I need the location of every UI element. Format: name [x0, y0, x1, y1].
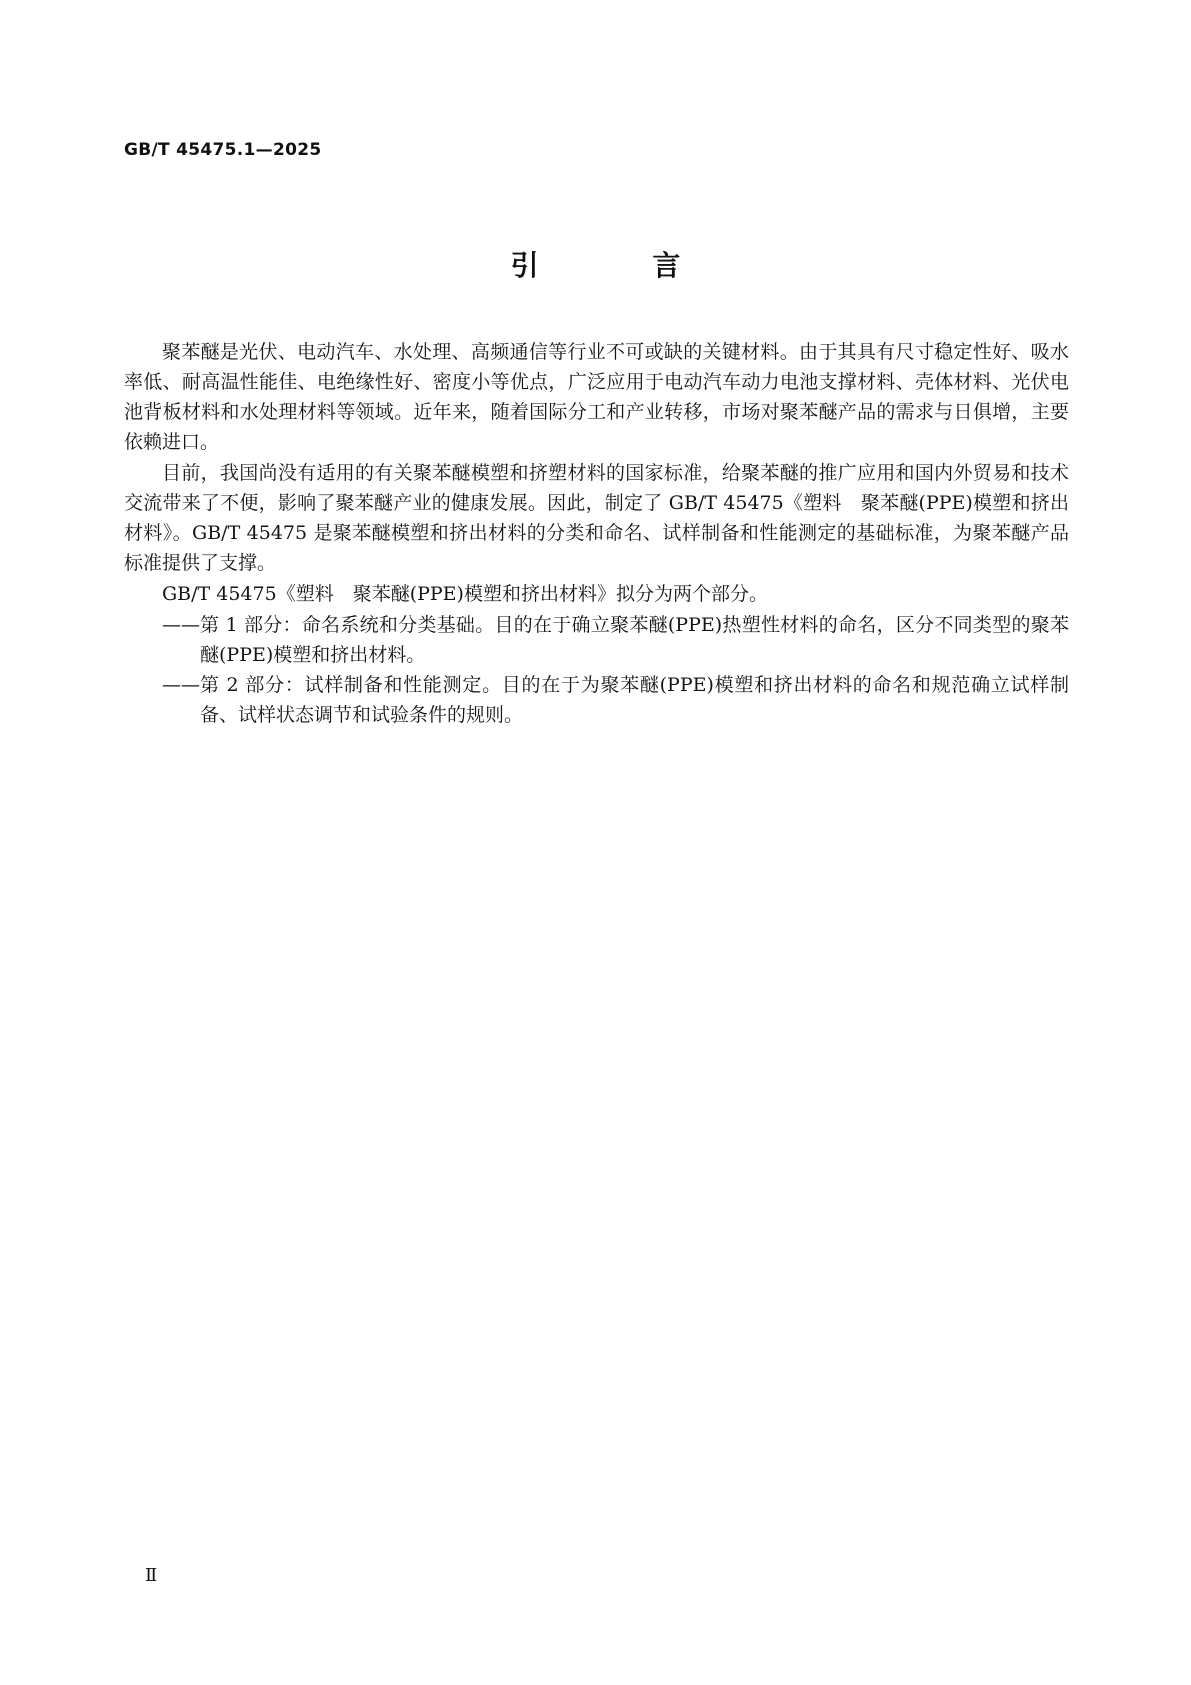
introduction-body: [124, 337, 1069, 730]
page-number: Ⅱ: [145, 1565, 158, 1586]
list-dash: ——: [162, 614, 200, 636]
list-item-text: 第 2 部分：试样制备和性能测定。目的在于为聚苯醚(PPE)模塑和挤出材料的命名和规范确立试样制备、试样状态调节和试验条件的规则。: [200, 674, 1069, 726]
paragraph: 聚苯醚是光伏、电动汽车、水处理、高频通信等行业不可或缺的关键材料。由于其具有尺寸稳定性好、吸水率低、耐高温性能佳、电绝缘性好、密度小等优点，广泛应用于电动汽车动力电池支撑材料、壳体材料、光伏电池背板材料和水处理材料等领域。近年来，随着国际分工和产业转移，市场对聚苯醚产品的需求与日俱增，主要依赖进口。: [124, 341, 1069, 453]
standard-code: GB/T 45475.1—2025: [124, 140, 322, 160]
list-item: [124, 610, 1069, 670]
paragraph: 目前，我国尚没有适用的有关聚苯醚模塑和挤塑材料的国家标准，给聚苯醚的推广应用和国内外贸易和技术交流带来了不便，影响了聚苯醚产业的健康发展。因此，制定了 GB/T 45475《塑料 聚苯醚(PPE)模塑和挤出材料》。GB/T 45475 是聚苯醚模塑和挤出材料的分类和命名、试样制备和性能测定的基础标准，为聚苯醚产品标准提供了支撑。: [124, 462, 1069, 574]
list-item: [124, 670, 1069, 730]
section-title: 引 言: [510, 249, 733, 282]
paragraph: GB/T 45475《塑料 聚苯醚(PPE)模塑和挤出材料》拟分为两个部分。: [162, 583, 768, 605]
list-item-text: 第 1 部分：命名系统和分类基础。目的在于确立聚苯醚(PPE)热塑性材料的命名，区分不同类型的聚苯醚(PPE)模塑和挤出材料。: [200, 614, 1069, 666]
list-dash: ——: [162, 674, 200, 696]
parts-list: [124, 610, 1069, 730]
